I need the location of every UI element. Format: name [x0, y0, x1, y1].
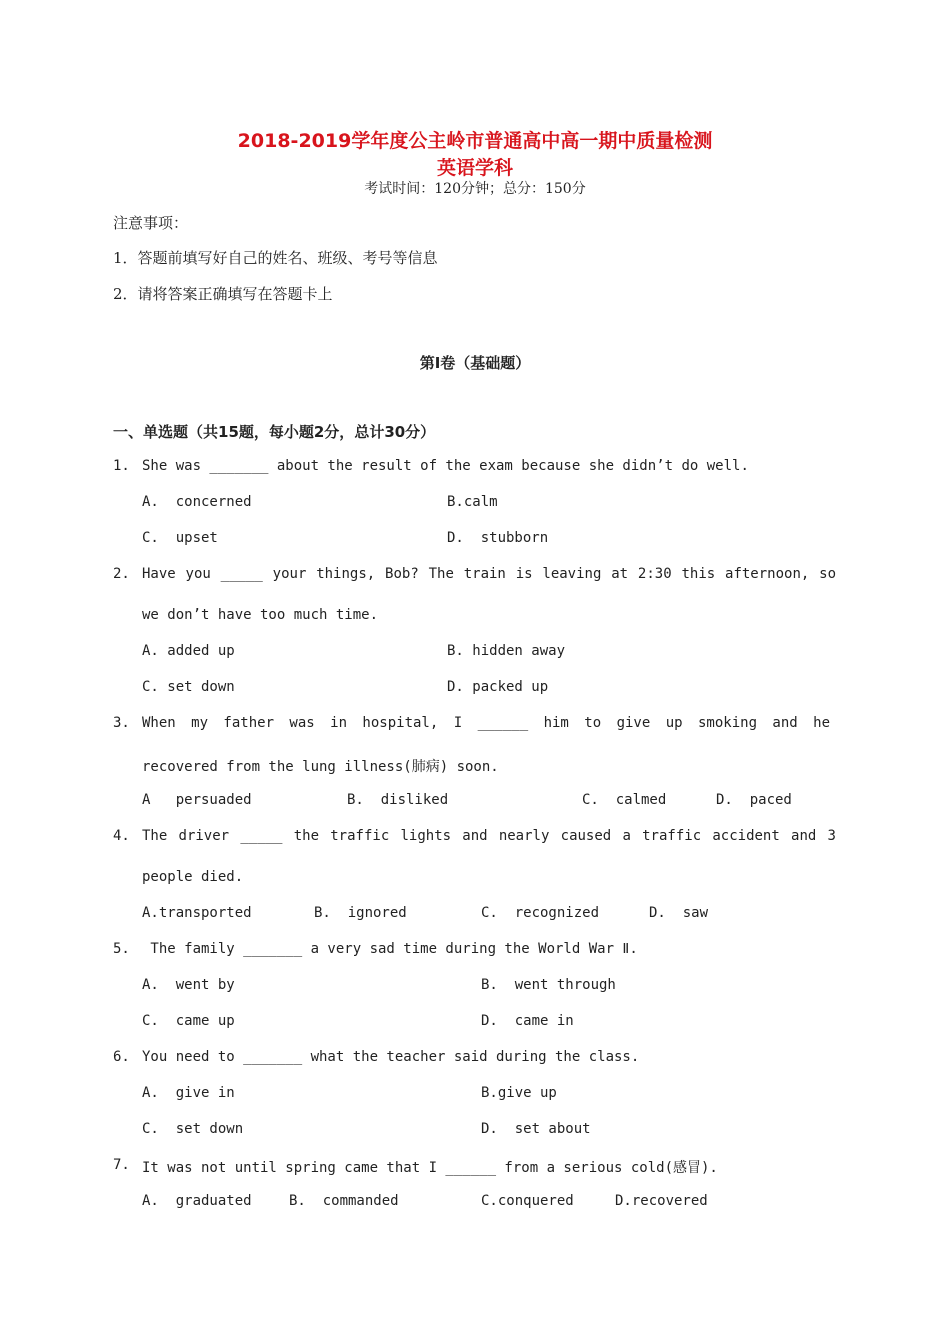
question-number: 4.: [113, 828, 130, 844]
section-title: 一、单选题（共15题，每小题2分，总计30分）: [113, 423, 436, 441]
question-text: The family _______ a very sad time during the World War Ⅱ.: [142, 941, 638, 957]
option-d: D. saw: [649, 905, 709, 921]
question-text: When my father was in hospital, I ______ him to give up smoking and he: [142, 715, 830, 731]
option-c: C.conquered: [481, 1193, 574, 1209]
option-c: C. calmed: [582, 792, 667, 808]
exam-title: 2018-2019学年度公主岭市普通高中高一期中质量检测: [237, 130, 713, 152]
question-number: 2.: [113, 566, 130, 582]
option-d: D. packed up: [447, 679, 549, 695]
question-number: 3.: [113, 715, 130, 731]
question-number: 6.: [113, 1049, 130, 1065]
question-text: She was _______ about the result of the exam because she didn’t do well.: [142, 458, 749, 474]
option-c: C. came up: [142, 1013, 235, 1029]
option-c: C. set down: [142, 679, 235, 695]
question-number: 7.: [113, 1157, 130, 1173]
option-a: A.transported: [142, 905, 252, 921]
option-b: B.calm: [447, 494, 498, 510]
exam-info: 考试时间：120分钟；总分：150分: [364, 181, 586, 197]
part-title: 第I卷（基础题）: [419, 354, 531, 372]
option-b: B.give up: [481, 1085, 557, 1101]
option-b: B. went through: [481, 977, 616, 993]
notice-item: 1．答题前填写好自己的姓名、班级、考号等信息: [113, 249, 438, 267]
option-a: A persuaded: [142, 792, 252, 808]
question-number: 1.: [113, 458, 130, 474]
question-text-continued: we don’t have too much time.: [142, 607, 379, 623]
question-text: You need to _______ what the teacher said during the class.: [142, 1049, 640, 1065]
option-d: D. set about: [481, 1121, 591, 1137]
subject-title: 英语学科: [436, 157, 513, 179]
option-b: B. commanded: [289, 1193, 399, 1209]
option-a: A. graduated: [142, 1193, 252, 1209]
option-d: D.recovered: [615, 1193, 708, 1209]
option-a: A. went by: [142, 977, 235, 993]
option-c: C. upset: [142, 530, 218, 546]
question-text: The driver _____ the traffic lights and nearly caused a traffic accident and 3: [142, 828, 836, 844]
notice-item: 2．请将答案正确填写在答题卡上: [113, 285, 333, 303]
question-text: It was not until spring came that I ______ from a serious cold(感冒).: [142, 1160, 718, 1176]
question-number: 5.: [113, 941, 130, 957]
option-a: A. concerned: [142, 494, 252, 510]
option-b: B. hidden away: [447, 643, 566, 659]
option-c: C. set down: [142, 1121, 244, 1137]
option-b: B. disliked: [347, 792, 449, 808]
option-b: B. ignored: [314, 905, 407, 921]
option-d: D. paced: [716, 792, 792, 808]
option-a: A. give in: [142, 1085, 235, 1101]
option-d: D. stubborn: [447, 530, 549, 546]
question-text-continued: recovered from the lung illness(肺病) soon.: [142, 759, 499, 775]
option-a: A. added up: [142, 643, 235, 659]
option-d: D. came in: [481, 1013, 574, 1029]
question-text-continued: people died.: [142, 869, 244, 885]
option-c: C. recognized: [481, 905, 600, 921]
question-text: Have you _____ your things, Bob? The train is leaving at 2:30 this afternoon, so: [142, 566, 836, 582]
notice-heading: 注意事项：: [113, 214, 189, 232]
